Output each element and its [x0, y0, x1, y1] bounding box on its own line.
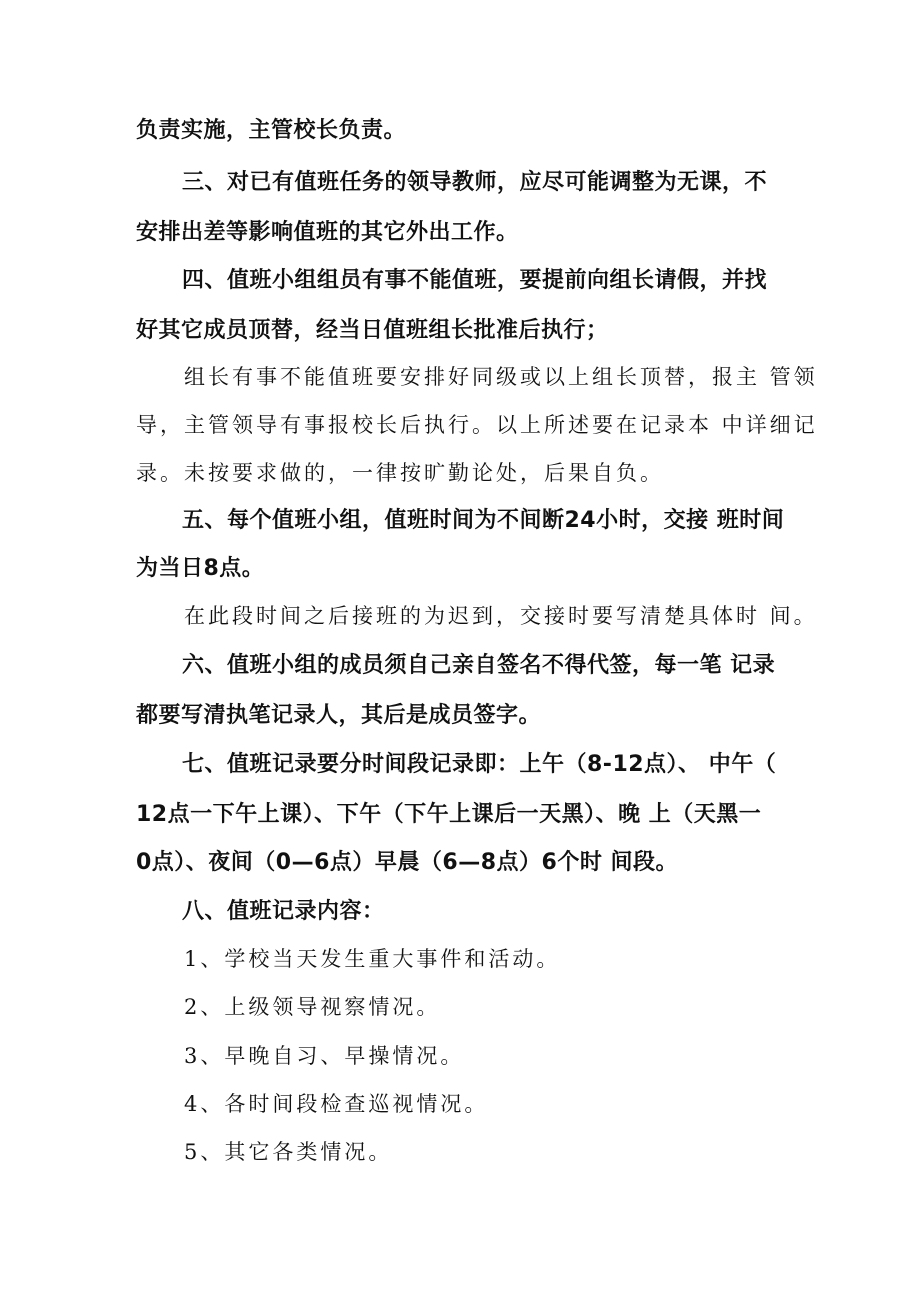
clause-7-line-3: 0点）、夜间（0—6点）早晨（6—8点）6个时 间段。 — [136, 850, 679, 875]
clause-5-line-1: 五、每个值班小组，值班时间为不间断24小时，交接 班时间 — [182, 508, 785, 533]
clause-7-line-1: 七、值班记录要分时间段记录即：上午（8-12点）、 中午（ — [182, 752, 777, 777]
list-item-5: 5、其它各类情况。 — [184, 1140, 393, 1164]
list-item-3: 3、早晚自习、早操情况。 — [184, 1044, 465, 1068]
clause-8-heading: 八、值班记录内容： — [182, 899, 385, 924]
note-4-line-2: 导，主管领导有事报校长后执行。以上所述要在记录本 中详细记 — [136, 413, 818, 437]
line-1: 负责实施，主管校长负责。 — [136, 118, 407, 143]
clause-3-line-1: 三、对已有值班任务的领导教师，应尽可能调整为无课，不 — [182, 170, 768, 195]
list-item-1: 1、学校当天发生重大事件和活动。 — [184, 947, 561, 971]
clause-4-line-2: 好其它成员顶替，经当日值班组长批准后执行； — [136, 318, 609, 343]
clause-6-line-2: 都要写清执笔记录人，其后是成员签字。 — [136, 703, 542, 728]
clause-6-line-1: 六、值班小组的成员须自己亲自签名不得代签，每一笔 记录 — [182, 653, 776, 678]
note-4-line-1: 组长有事不能值班要安排好同级或以上组长顶替，报主 管领 — [184, 365, 818, 389]
clause-4-line-1: 四、值班小组组员有事不能值班，要提前向组长请假，并找 — [182, 268, 768, 293]
clause-5-line-2: 为当日8点。 — [136, 556, 265, 581]
clause-7-line-2: 12点一下午上课）、下午（下午上课后一天黑）、晚 上（天黑一 — [136, 802, 762, 827]
note-4-line-3: 录。未按要求做的，一律按旷勤论处，后果自负。 — [136, 461, 664, 485]
clause-3-line-2: 安排出差等影响值班的其它外出工作。 — [136, 220, 519, 245]
list-item-2: 2、上级领导视察情况。 — [184, 995, 441, 1019]
note-5-line-1: 在此段时间之后接班的为迟到，交接时要写清楚具体时 间。 — [184, 604, 818, 628]
list-item-4: 4、各时间段检查巡视情况。 — [184, 1092, 489, 1116]
